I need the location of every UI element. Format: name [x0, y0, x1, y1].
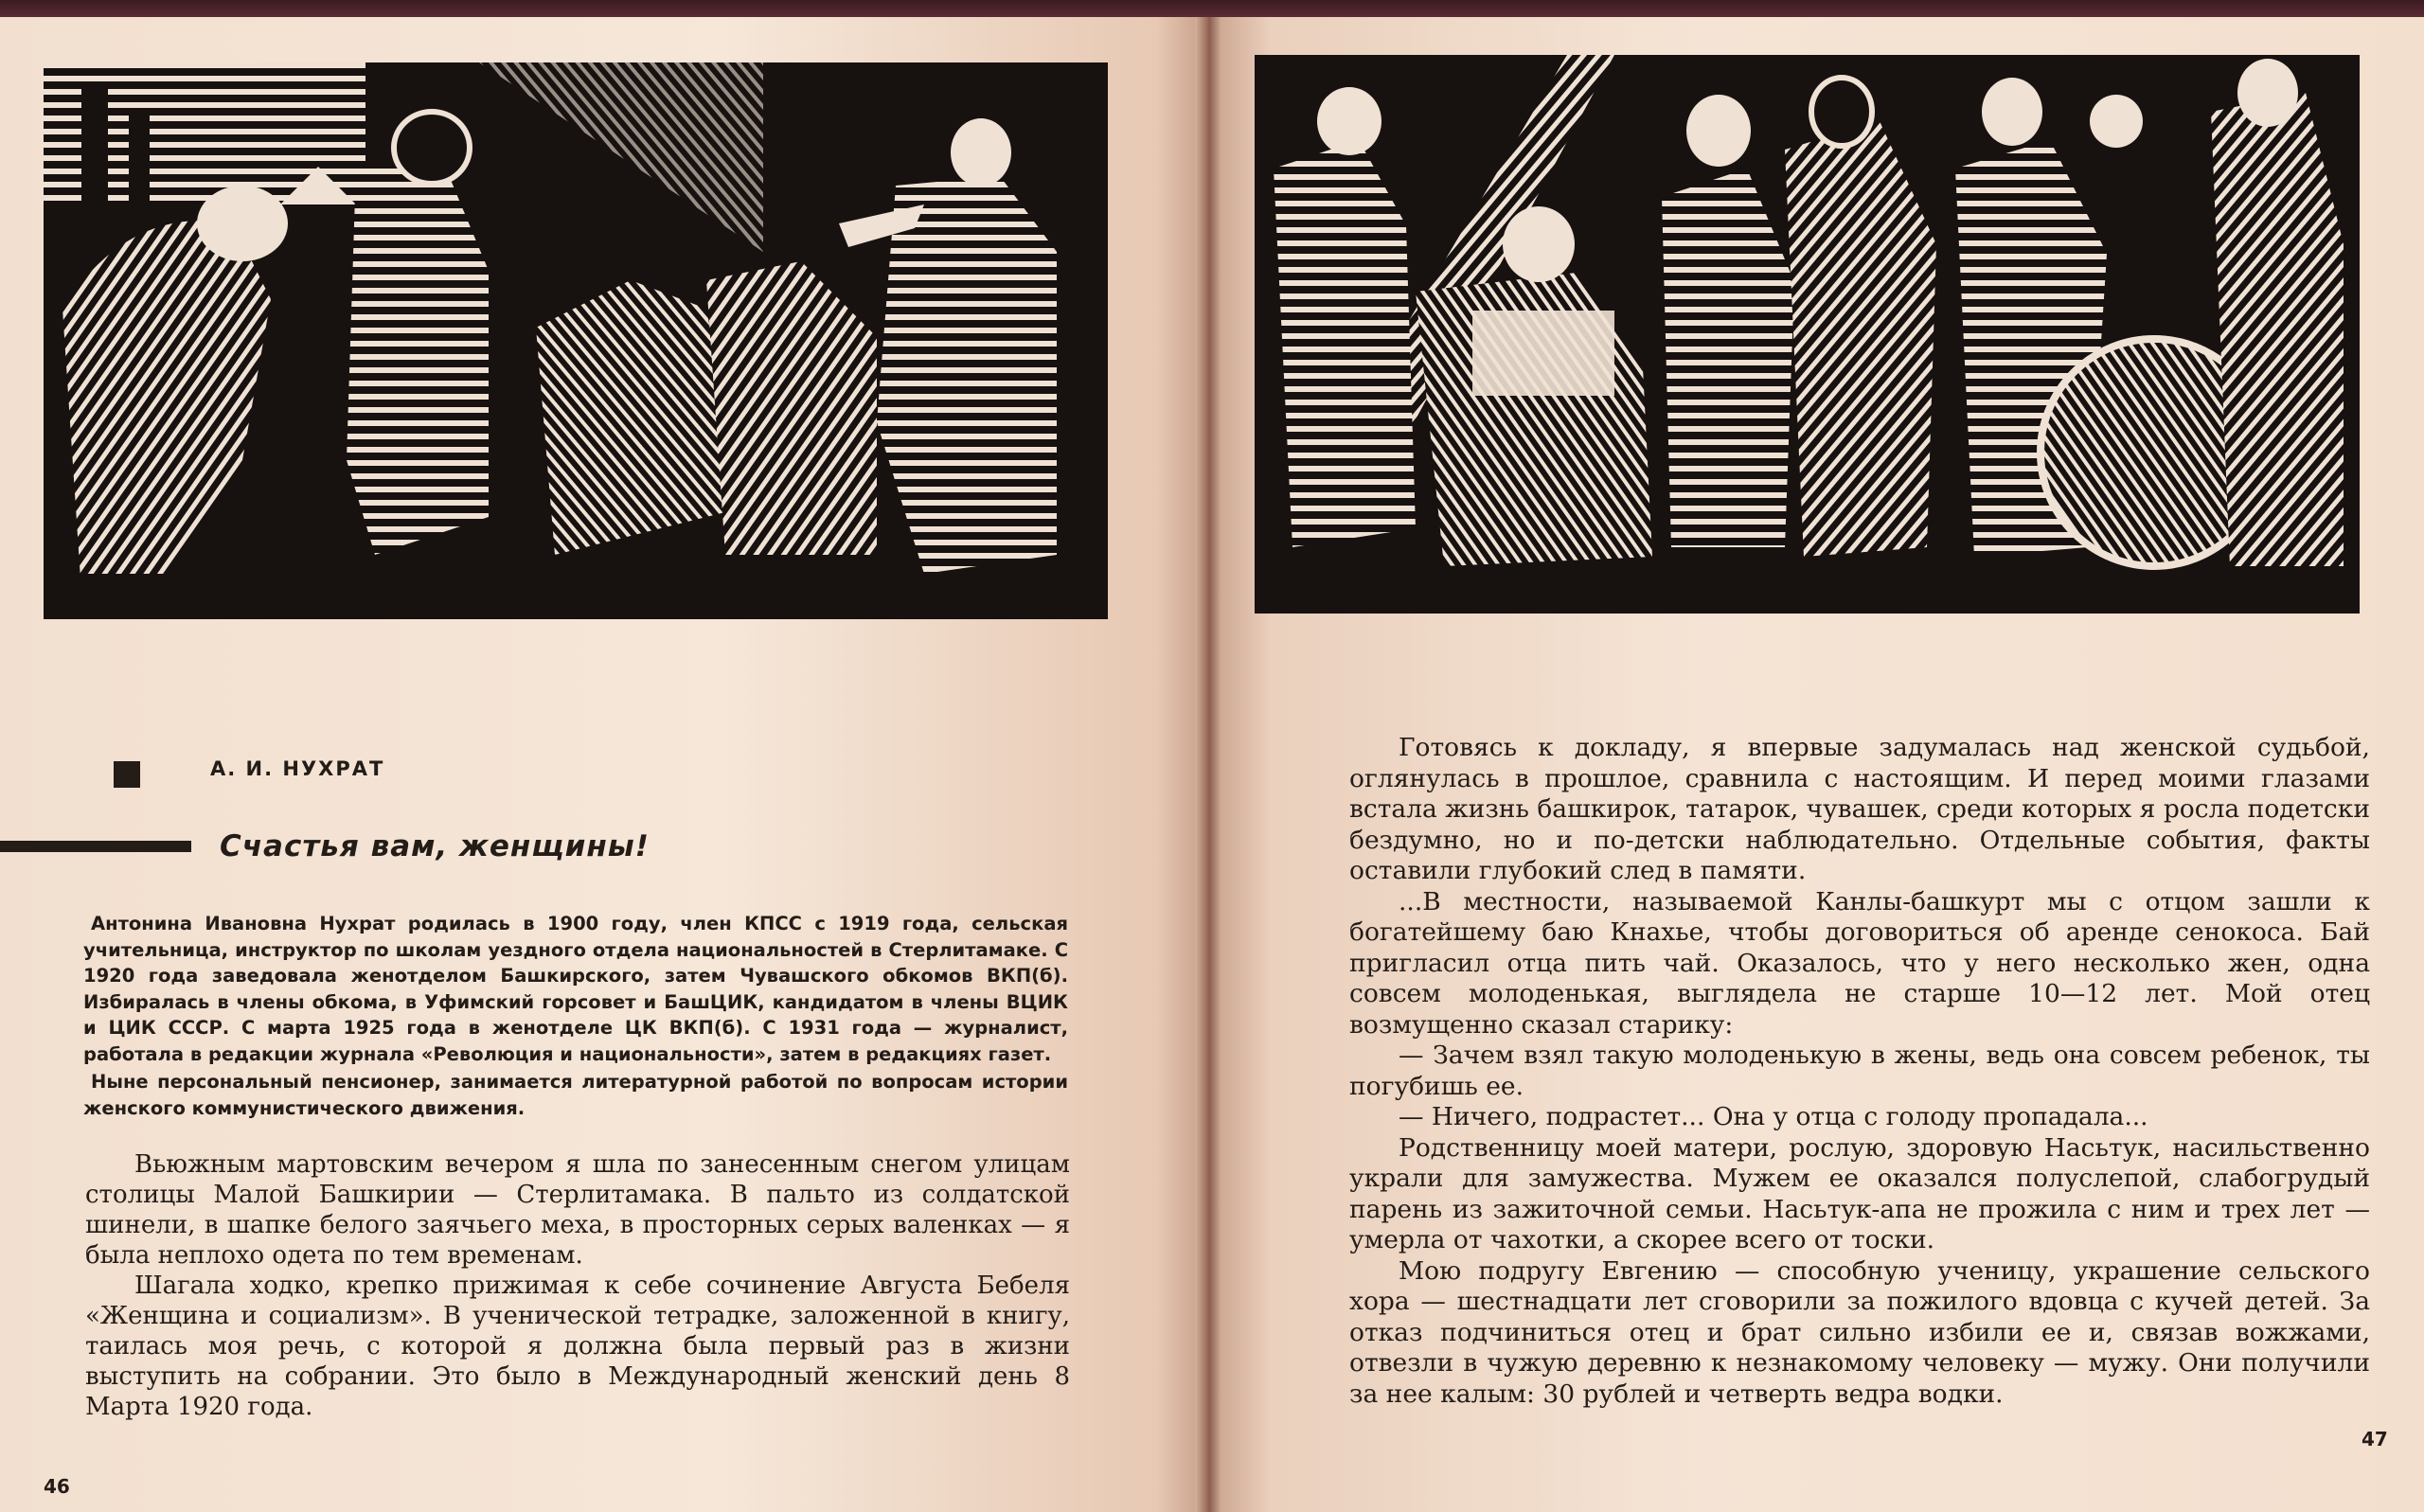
right-page-number: 47: [2362, 1428, 2388, 1450]
author-marker-square: [114, 761, 140, 788]
text-paragraph: Готовясь к докладу, я впервые задумалась над женской судьбой, оглянулась в прошлое, сравнила с настоящим. И перед моими глазами встала жизнь башкирок, татарок, чувашек, среди которых я росла подетски бездумно, но и по-детски наблюдательно. Отдельные события, факты оставили глубокий след в памяти.: [1349, 733, 2370, 885]
author-name: А. И. НУХРАТ: [210, 757, 385, 780]
right-woodcut-illustration: [1255, 55, 2360, 614]
right-page-text: [1349, 733, 2370, 1410]
text-paragraph: ...В местности, называемой Канлы-башкурт мы с отцом зашли к богатейшему баю Кнахье, чтобы договориться об аренде сенокоса. Бай пригласил отца пить чай. Оказалось, что у него несколько жен, одна совсем молоденькая, выглядела не старше 10—12 лет. Мой отец возмущенно сказал старику:: [1349, 886, 2370, 1040]
book-gutter: [1195, 17, 1221, 1512]
text-paragraph: Мою подругу Евгению — способную ученицу, украшение сельского хора — шестнадцати лет сговорили за пожилого вдовца с кучей детей. За отказ подчиниться отец и брат сильно избили ее и, связав вожжами, отвезли в чужую деревню к незнакомому человеку — мужу. Они получили за нее калым: 30 рублей и четверть ведра водки.: [1349, 1255, 2370, 1409]
left-page-number: 46: [44, 1475, 70, 1498]
author-biography: [83, 911, 1068, 1121]
bio-paragraph: Антонина Ивановна Нухрат родилась в 1900 году, член КПСС с 1919 года, сельская учительница, инструктор по школам уездного отдела национальностей в Стерлитамаке. С 1920 года заведовала женотделом Башкирского, затем Чувашского обкомов ВКП(б). Избиралась в члены обкома, в Уфимский горсовет и БашЦИК, кандидатом в члены ВЦИК и ЦИК СССР. С марта 1925 года в женотделе ЦК ВКП(б). С 1931 года — журналист, работала в редакции журнала «Революция и национальности», затем в редакциях газет.: [83, 913, 1068, 1065]
left-page-text: [85, 1149, 1070, 1422]
article-title: Счастья вам, женщины!: [220, 829, 650, 863]
left-woodcut-illustration: [44, 62, 1108, 619]
text-paragraph: — Зачем взял такую молоденькую в жены, ведь она совсем ребенок, ты погубишь ее.: [1349, 1041, 2370, 1101]
title-rule: [0, 841, 191, 852]
bio-paragraph: Ныне персональный пенсионер, занимается литературной работой по вопросам истории женского коммунистического движения.: [83, 1071, 1068, 1119]
text-paragraph: — Ничего, подрастет... Она у отца с голоду пропадала...: [1399, 1102, 2148, 1131]
text-paragraph: Шагала ходко, крепко прижимая к себе сочинение Августа Бебеля «Женщина и социализм». В ученической тетрадке, заложенной в книгу, таилась моя речь, с которой я должна была первый раз в жизни выступить на собрании. Это было в Международный женский день 8 Марта 1920 года.: [85, 1272, 1070, 1421]
text-paragraph: Родственницу моей матери, рослую, здоровую Насьтук, насильственно украли для замужества. Мужем ее оказался полуслепой, слабогрудый парень из зажиточной семьи. Насьтук-апа не прожила с ним и трех лет — умерла от чахотки, а скорее всего от тоски.: [1349, 1132, 2370, 1254]
text-paragraph: Вьюжным мартовским вечером я шла по занесенным снегом улицам столицы Малой Башкирии — Стерлитамака. В пальто из солдатской шинели, в шапке белого заячьего меха, в просторных серых валенках — я была неплохо одета по тем временам.: [85, 1150, 1070, 1270]
